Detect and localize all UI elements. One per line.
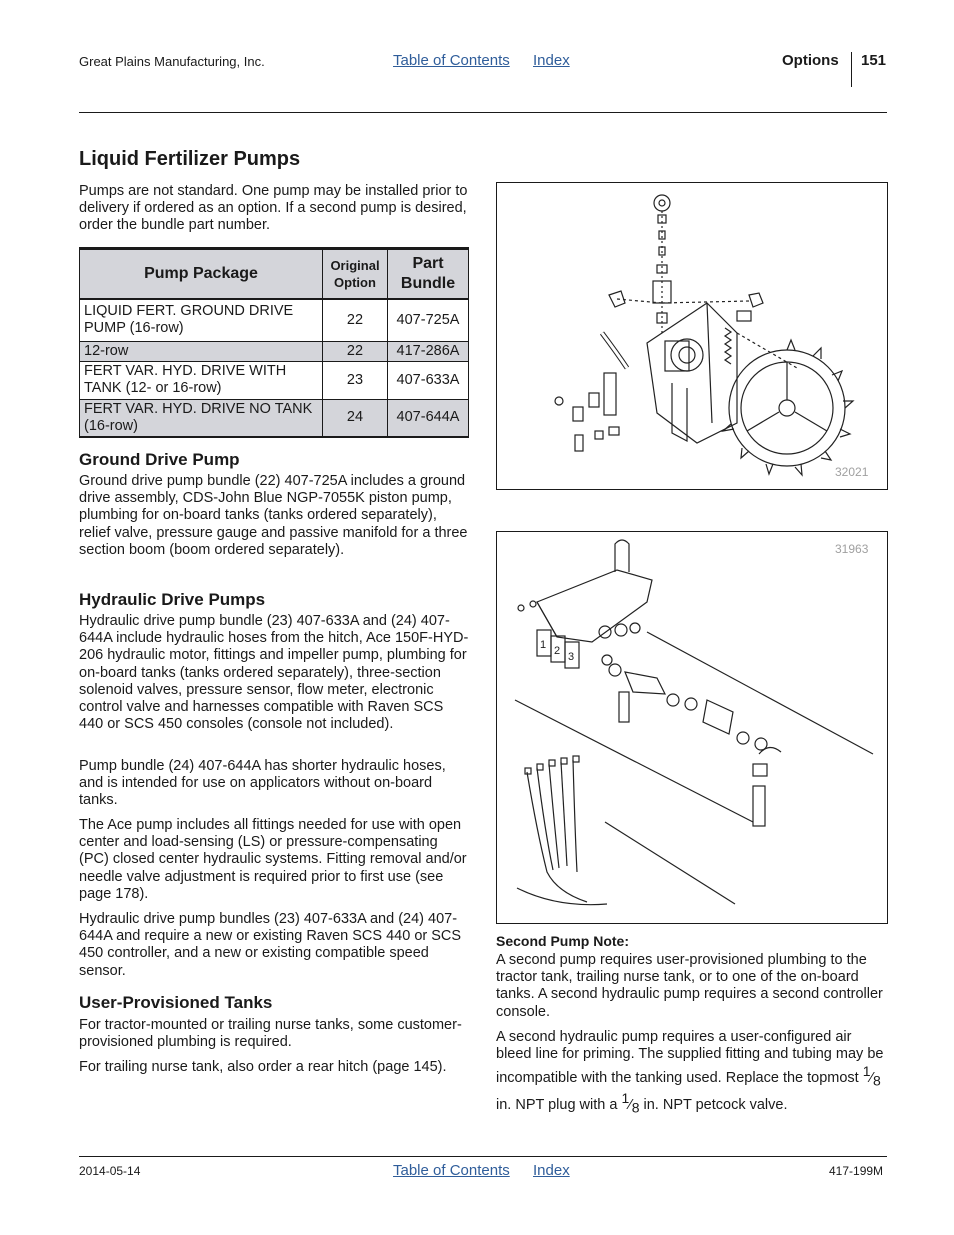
table-header-row <box>80 249 469 300</box>
table-row <box>80 361 469 399</box>
ground-drive-figure <box>496 182 888 490</box>
cell-bundle: 417-286A <box>388 341 469 361</box>
hydraulic-drive-illustration <box>497 532 887 923</box>
header-pump-package: Pump Package <box>80 249 323 300</box>
header-index-link[interactable]: Index <box>533 52 570 69</box>
header-divider <box>851 52 852 87</box>
cell-option: 22 <box>323 299 388 341</box>
cell-option: 22 <box>323 341 388 361</box>
cell-option: 23 <box>323 361 388 399</box>
hydraulic-paragraph-1: Hydraulic drive pump bundle (23) 407-633A and (24) 407-644A include hydraulic hoses from the hitch, Ace 150F-HYD-206 hydraulic motor, fittings and impeller pump, plumbing for on-board tanks (tanks ordered separately), three-section solenoid valves, pressure sensor, flow meter, electronic control valve and harnesses compatible with Raven SCS 440 or SCS 450 consoles (console not included). <box>79 613 469 733</box>
hydraulic-heading: Hydraulic Drive Pumps <box>79 590 266 609</box>
header-original-option: Original Option <box>323 249 388 300</box>
hydraulic-paragraph-4: Hydraulic drive pump bundles (23) 407-633A and (24) 407-644A and require a new or existing Raven SCS 440 or SCS 450 controller, and a new or existing compatible speed sensor. <box>79 911 462 979</box>
footer-date: 2014-05-14 <box>79 1164 141 1178</box>
second-pump-text-a: A second hydraulic pump requires a user-configured air bleed line for priming. The supplied fitting and tubing may be incompatible with the tanking used. Replace the topmost <box>496 1029 884 1087</box>
second-pump-paragraph-1: A second pump requires user-provisioned plumbing to the tractor tank, trailing nurse tank, or to one of the on-board tanks. A second hydraulic pump requires a second controller console. <box>496 952 883 1020</box>
cell-package: FERT VAR. HYD. DRIVE WITH TANK (12- or 16-row) <box>80 361 323 399</box>
fraction-numerator: 1 <box>862 1063 871 1080</box>
company-name: Great Plains Manufacturing, Inc. <box>79 54 265 69</box>
header-part-bundle: Part Bundle <box>388 249 469 300</box>
table-row <box>80 341 469 361</box>
user-tanks-paragraph-2: For trailing nurse tank, also order a rear hitch (page 145). <box>79 1059 447 1075</box>
ground-drive-illustration <box>497 183 887 489</box>
cell-bundle: 407-633A <box>388 361 469 399</box>
cell-package: LIQUID FERT. GROUND DRIVE PUMP (16-row) <box>80 299 323 341</box>
hydraulic-paragraph-2: Pump bundle (24) 407-644A has shorter hydraulic hoses, and is intended for use on applicators without on-board tanks. <box>79 758 446 809</box>
cell-option: 24 <box>323 399 388 437</box>
footer-index-link[interactable]: Index <box>533 1162 570 1179</box>
page-title: Liquid Fertilizer Pumps <box>79 148 301 170</box>
figure-2-number: 31963 <box>835 542 869 556</box>
second-pump-heading: Second Pump Note: <box>496 933 630 949</box>
ground-drive-heading: Ground Drive Pump <box>79 450 240 469</box>
header-toc-link[interactable]: Table of Contents <box>393 52 510 69</box>
second-pump-text-b: in. NPT plug with a <box>496 1097 622 1114</box>
header-rule <box>79 112 887 113</box>
cell-bundle: 407-644A <box>388 399 469 437</box>
fraction-denominator: 8 <box>872 1073 881 1090</box>
second-pump-text-c: in. NPT petcock valve. <box>639 1097 788 1114</box>
fraction-numerator-2: 1 <box>621 1090 630 1107</box>
pump-table <box>79 247 469 438</box>
page-number: 151 <box>861 52 887 69</box>
figure-1-number: 32021 <box>835 465 869 479</box>
footer-toc-link[interactable]: Table of Contents <box>393 1162 510 1179</box>
hydraulic-drive-figure <box>496 531 888 924</box>
table-row <box>80 399 469 437</box>
valve-label-1: 1 <box>540 639 547 651</box>
footer-doc-number: 417-199M <box>829 1164 884 1178</box>
user-tanks-paragraph-1: For tractor-mounted or trailing nurse tanks, some customer-provisioned plumbing is required. <box>79 1017 462 1051</box>
fraction-denominator-2: 8 <box>631 1100 640 1117</box>
ground-drive-paragraph: Ground drive pump bundle (22) 407-725A includes a ground drive assembly, CDS-John Blue NGP-7055K piston pump, plumbing for on-board tanks (tanks ordered separately), relief valve, pressure gauge and passive manifold for a three section boom (boom ordered separately). <box>79 473 468 558</box>
cell-package: 12-row <box>80 341 323 361</box>
table-row <box>80 299 469 341</box>
user-tanks-heading: User-Provisioned Tanks <box>79 993 273 1012</box>
cell-package: FERT VAR. HYD. DRIVE NO TANK (16-row) <box>80 399 323 437</box>
cell-bundle: 407-725A <box>388 299 469 341</box>
valve-label-3: 3 <box>568 651 575 663</box>
footer-rule <box>79 1156 887 1157</box>
valve-label-2: 2 <box>554 645 561 657</box>
second-pump-paragraph-2: A second hydraulic pump requires a user-configured air bleed line for priming. The supplied fitting and tubing may be incompatible with the tanking used. Replace the topmost $^1⁄_8$ in. NPT plug with a $^1⁄_8$ in. NPT petcock valve. <box>496 1029 884 1117</box>
hydraulic-paragraph-3: The Ace pump includes all fittings needed for use with open center and load-sensing (LS) or pressure-compensating (PC) closed center hydraulic systems. Fitting removal and/or needle valve adjustment is required prior to first use (see page 178). <box>79 817 467 902</box>
intro-paragraph: Pumps are not standard. One pump may be installed prior to delivery if ordered as an option. If a second pump is desired, order the bundle part number. <box>79 183 468 234</box>
section-name: Options <box>782 52 839 69</box>
